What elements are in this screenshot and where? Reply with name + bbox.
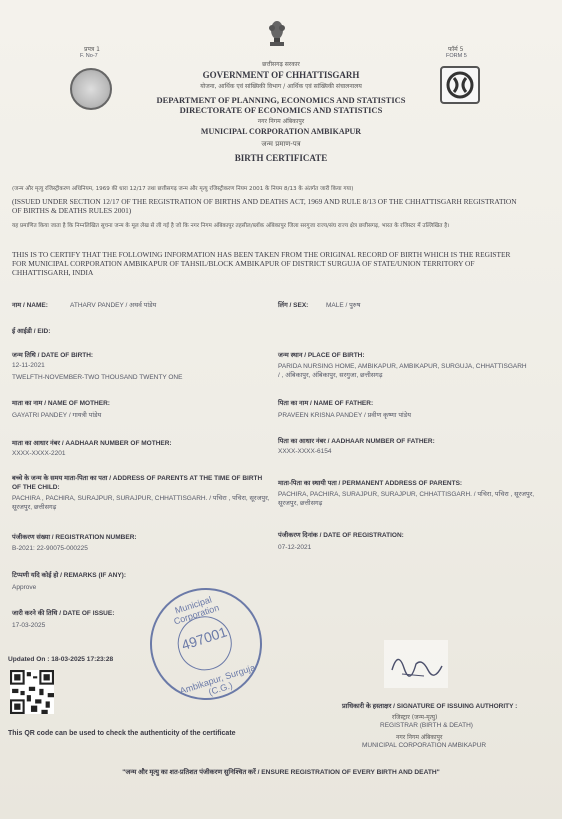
gov-title: GOVERNMENT OF CHHATTISGARH	[202, 70, 360, 80]
dept-title: DEPARTMENT OF PLANNING, ECONOMICS AND STATISTICS	[156, 95, 406, 105]
corp-sign-title: MUNICIPAL CORPORATION AMBIKAPUR	[362, 742, 487, 749]
preamble-english-2: THIS IS TO CERTIFY THAT THE FOLLOWING INFORMATION HAS BEEN TAKEN FROM THE ORIGINAL RECORD OF BIRTH WHICH IS THE REGISTER FOR MUNICIPAL CORPORATION AMBIKAPUR OF TAHSIL/BLOCK AMBIKAPUR OF DISTRICT SURGUJA OF STATE/UNION TERRITORY OF CHHATTISGARH, INDIA	[12, 250, 511, 277]
footer-slogan: "जन्म और मृत्यु का शत-प्रतिशत पंजीकरण सुनिश्चित करें / ENSURE REGISTRATION OF EVERY BIRTH AND DEATH"	[122, 769, 440, 776]
father-label: पिता का नाम / NAME OF FATHER:	[278, 400, 374, 407]
updated-on: Updated On : 18-03-2025 17:23:28	[8, 656, 114, 663]
preamble-hindi-2: यह प्रमाणित किया जाता है कि निम्नलिखित सूचना जन्म के मूल लेख से ली गई है जो कि नगर निगम अंबिकापुर तहसील/ब्लॉक अंबिकापुर जिला सरगुजा राज्य/संघ राज्य क्षेत्र छत्तीसगढ़, भारत के रजिस्टर में उल्लिखित है।	[12, 223, 450, 229]
mother-value: GAYATRI PANDEY / गायत्री पांडेय	[12, 412, 102, 419]
pob-value: PARIDA NURSING HOME, AMBIKAPUR, AMBIKAPUR, SURGUJA, CHHATTISGARH / , अंबिकापुर, अंबिकापुर, सरगुजा, छत्तीसगढ़	[278, 363, 527, 379]
regno-label: पंजीकरण संख्या / REGISTRATION NUMBER:	[12, 534, 137, 541]
eid-label: ई आईडी / EID:	[12, 328, 51, 335]
dob-words: TWELFTH-NOVEMBER-TWO THOUSAND TWENTY ONE	[12, 374, 183, 381]
aadhaar-mother-value: XXXX-XXXX-2201	[12, 450, 66, 457]
addr-perm-label: माता-पिता का स्थायी पता / PERMANENT ADDRESS OF PARENTS:	[278, 480, 463, 487]
signature-label: प्राधिकारी के हस्ताक्षर / SIGNATURE OF ISSUING AUTHORITY :	[342, 703, 518, 710]
name-value: ATHARV PANDEY / अथर्व पांडेय	[70, 302, 157, 309]
registrar-hindi: रजिस्ट्रार (जन्म-मृत्यु)	[392, 714, 438, 721]
dob-value: 12-11-2021	[12, 362, 45, 369]
sex-value: MALE / पुरुष	[326, 302, 361, 309]
addr-perm-value: PACHIRA, PACHIRA, SURAJPUR, SURAJPUR, CHHATTISGARH. / पचिरा, पचिरा , सूरजपुर, सूरजपुर, छत्तीसगढ़	[278, 491, 535, 507]
father-value: PRAVEEN KRISNA PANDEY / प्रवीण कृष्णा पांडेय	[278, 412, 411, 419]
regdate-label: पंजीकरण दिनांक / DATE OF REGISTRATION:	[278, 532, 404, 539]
preamble-hindi-1: (जन्म और मृत्यु रजिस्ट्रीकरण अधिनियम, 1969 की धारा 12/17 तथा छत्तीसगढ़ जन्म और मृत्यु रजिस्ट्रीकरण नियम 2001 के नियम 8/13 के अंतर्गत जारी किया गया)	[12, 186, 354, 192]
directorate-title: DIRECTORATE OF ECONOMICS AND STATISTICS	[179, 105, 383, 115]
name-label: नाम / NAME:	[12, 302, 48, 309]
mother-label: माता का नाम / NAME OF MOTHER:	[12, 400, 110, 407]
pob-label: जन्म स्थान / PLACE OF BIRTH:	[278, 352, 365, 359]
stamp-number: 497001	[179, 623, 229, 654]
stamp-bottom-text: Ambikapur, Surguja (C.G.)	[178, 662, 257, 698]
regno-value: B-2021: 22-90075-000225	[12, 545, 88, 552]
issue-value: 17-03-2025	[12, 622, 46, 629]
municipal-seal-stamp	[135, 573, 276, 714]
form-no: F. No-7	[80, 53, 98, 59]
qr-code-icon[interactable]	[10, 670, 54, 714]
addr-birth-label: बच्चे के जन्म के समय माता-पिता का पता / ADDRESS OF PARENTS AT THE TIME OF BIRTH OF THE CHILD:	[12, 475, 263, 491]
addr-birth-value: PACHIRA , PACHIRA, SURAJPUR, SURAJPUR, CHHATTISGARH. / पचिरा , पचिरा, सूरजपुर, सूरजपुर, छत्तीसगढ़	[12, 495, 270, 511]
aadhaar-father-label: पिता का आधार नंबर / AADHAAR NUMBER OF FATHER:	[278, 438, 435, 445]
dept-hindi: योजना, आर्थिक एवं सांख्यिकी विभाग / आर्थिक एवं सांख्यिकी संचालनालय	[200, 83, 362, 90]
signature-scribble-icon	[384, 640, 448, 688]
signature-box	[384, 640, 448, 688]
dob-label: जन्म तिथि / DATE OF BIRTH:	[12, 352, 94, 359]
aadhaar-mother-label: माता का आधार नंबर / AADHAAR NUMBER OF MOTHER:	[12, 440, 172, 447]
aadhaar-father-value: XXXX-XXXX-6154	[278, 448, 332, 455]
qr-note: This QR code can be used to check the authenticity of the certificate	[8, 730, 236, 737]
issue-label: जारी करने की तिथि / DATE OF ISSUE:	[12, 610, 115, 617]
corp-title: MUNICIPAL CORPORATION AMBIKAPUR	[200, 127, 362, 136]
gov-hindi: छत्तीसगढ़ सरकार	[262, 61, 300, 68]
regdate-value: 07-12-2021	[278, 544, 312, 551]
cert-title: BIRTH CERTIFICATE	[234, 153, 328, 163]
state-emblem-icon	[266, 18, 288, 50]
registrar-title: REGISTRAR (BIRTH & DEATH)	[380, 722, 473, 729]
stamp-top-text: Municipal Corporation	[172, 594, 221, 627]
form-code-right-hindi: फॉर्म 5	[448, 46, 464, 53]
sex-label: लिंग / SEX:	[278, 302, 309, 309]
corp-sign-hindi: नगर निगम अंबिकापुर	[396, 734, 443, 741]
form-code-right: FORM 5	[446, 53, 467, 59]
cert-title-hindi: जन्म प्रमाण-पत्र	[261, 140, 301, 148]
preamble-english-1: (ISSUED UNDER SECTION 12/17 OF THE REGISTRATION OF BIRTHS AND DEATHS ACT, 1969 AND RULE 8/13 OF THE CHHATTISGARH REGISTRATION OF BIRTHS & DEATHS RULES 2001)	[12, 197, 517, 215]
remarks-value: Approve	[12, 584, 37, 591]
form-no-hindi: प्रपत्र 1	[84, 46, 100, 53]
corp-hindi: नगर निगम अंबिकापुर	[257, 118, 305, 125]
remarks-label: टिप्पणी यदि कोई हो / REMARKS (IF ANY):	[12, 572, 127, 579]
